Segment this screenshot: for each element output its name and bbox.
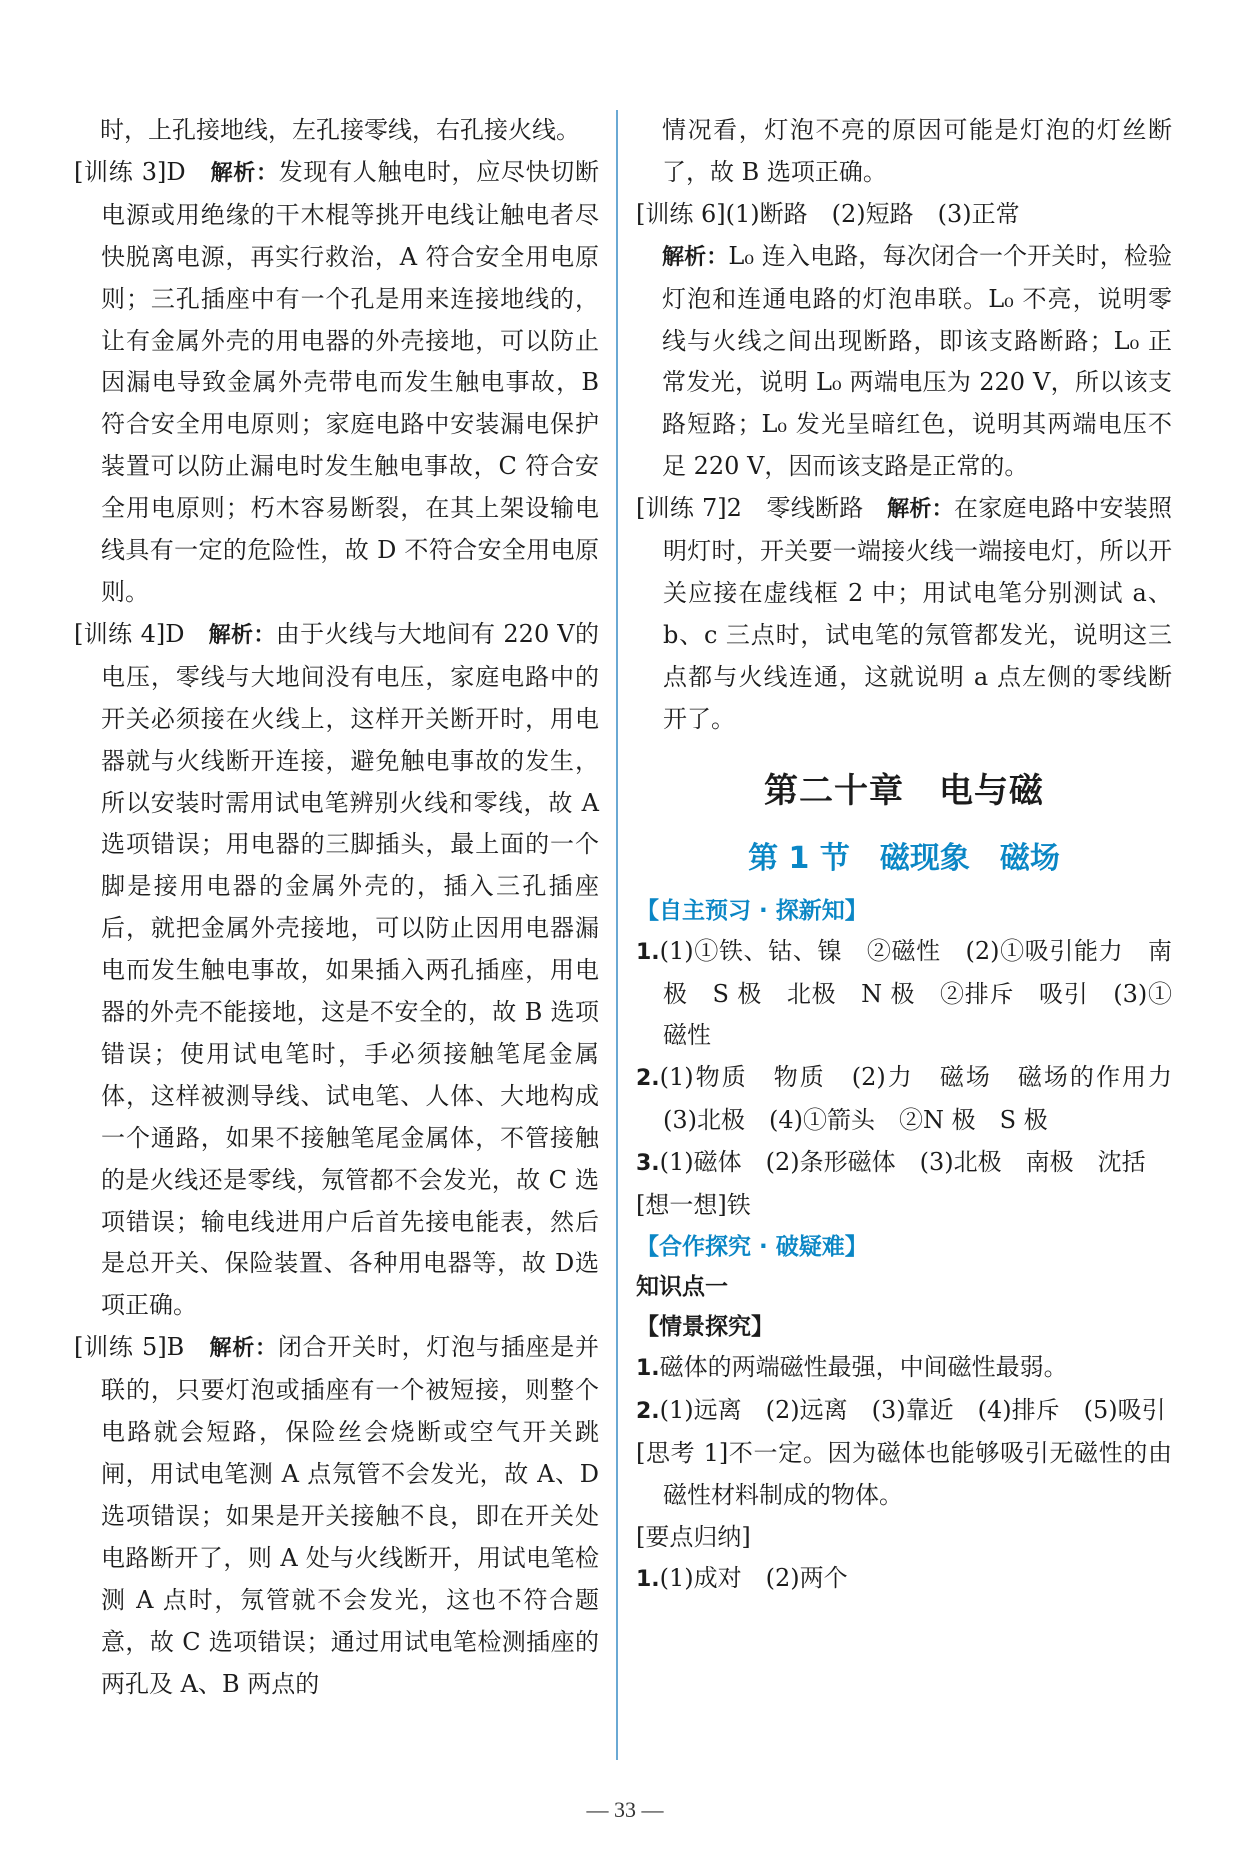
right-column (636, 110, 1196, 1601)
training-5 (74, 1327, 599, 1705)
training-4-text: 由于火线与大地间有 220 V的电压，零线与大地间没有电压，家庭电路中的开关必须接在火线上，这样开关断开时，用电器就与火线断开连接，避免触电事故的发生，所以安装时需用试电笔辨别火线和零线，故 A 选项错误；用电器的三脚插头，最上面的一个脚是接用电器的金属外壳的，插入三孔插座后，就把金属外壳接地，可以防止因用电器漏电而发生触电事故，如果插入两孔插座，用电器的外壳不能接地，这是不安全的，故 B 选项错误；使用试电笔时，手必须接触笔尾金属体，这样被测导线、试电笔、人体、大地构成一个通路，如果不接触笔尾金属体，不管接触的是火线还是零线，氖管都不会发光，故 C 选项错误；输电线进用户后首先接电能表，然后是总开关、保险装置、各种用电器等，故 D选项正确。 (101, 619, 599, 1320)
tag-preview: 【自主预习 · 探新知】 (636, 897, 868, 924)
training-6-text: L₀ 连入电路，每次闭合一个开关时，检验灯泡和连通电路的灯泡串联。L₀ 不亮，说明零线与火线之间出现断路，即该支路断路；L₀ 正常发光，说明 L₀ 两端电压为 220 V，所以该支路短路；L₀ 发光呈暗红色，说明其两端电压不足 220 V，因而该支路是正常的。 (662, 241, 1172, 481)
section-title: 第 1 节 磁现象 磁场 (748, 840, 1060, 876)
page-number: — 33 — (586, 1797, 664, 1822)
key-point-1-text: (1)成对 (2)两个 (659, 1564, 848, 1593)
training-3-tag: [训练 3]D (74, 157, 186, 186)
answer-2-text: (1)物质 物质 (2)力 磁场 磁场的作用力 (3)北极 (4)①箭头 ②N 极 S 极 (659, 1063, 1196, 1135)
answer-3-text: (1)磁体 (2)条形磁体 (3)北极 南极 沈括 (659, 1148, 1146, 1177)
item-number: 1. (636, 1355, 660, 1381)
tag-explore: 【合作探究 · 破疑难】 (636, 1233, 868, 1260)
analysis-label: 解析： (662, 244, 729, 270)
item-number: 1. (636, 939, 660, 965)
training-7-text: 在家庭电路中安装照明灯时，开关要一端接火线一端接电灯，所以开关应接在虚线框 2 中；用试电笔分别测试 a、b、c 三点时，试电笔的氖管都发光，说明这三点都与火线连通，这就说明 a 点左侧的零线断开了。 (663, 494, 1172, 733)
training-4 (74, 614, 599, 1327)
left-column (74, 110, 599, 1705)
training-5-text: 闭合开关时，灯泡与插座是并联的，只要灯泡或插座有一个被短接，则整个电路就会短路，保险丝会烧断或空气开关跳闸，用试电笔测 A 点氖管不会发光，故 A、D 选项错误；如果是开关接触不良，即在开关处电路断开了，则 A 处与火线断开，用试电笔检测 A 点时，氖管就不会发光，这也不符合题意，故 C 选项错误；通过用试电笔检测插座的两孔及 A、B 两点的 (101, 1333, 599, 1698)
continuation-text: 情况看，灯泡不亮的原因可能是灯泡的灯丝断了，故 B 选项正确。 (662, 116, 1172, 186)
answer-1-text: (1)①铁、钴、镍 ②磁性 (2)①吸引能力 南极 S 极 北极 N 极 ②排斥 吸引 (3)①磁性 (659, 936, 1172, 1050)
scene-answer-2 (636, 1390, 1172, 1433)
training-4-tag: [训练 4]D (74, 619, 185, 648)
key-point-1 (636, 1558, 1172, 1601)
training-6-ans: (1)断路 (2)短路 (3)正常 (725, 199, 1020, 228)
answer-3 (636, 1142, 1172, 1185)
item-number: 1. (636, 1567, 660, 1593)
chapter-title: 第二十章 电与磁 (764, 770, 1044, 811)
training-6-analysis (636, 236, 1172, 488)
scene-answer-1-text: 磁体的两端磁性最强，中间磁性最弱。 (659, 1352, 1068, 1381)
training-3-text: 发现有人触电时，应尽快切断电源或用绝缘的干木棍等挑开电线让触电者尽快脱离电源，再实行救治，A 符合安全用电原则；三孔插座中有一个孔是用来连接地线的，让有金属外壳的用电器的外壳接地，可以防止因漏电导致金属外壳带电而发生触电事故，B 符合安全用电原则；家庭电路中安装漏电保护装置可以防止漏电时发生触电事故，C 符合安全用电原则；朽木容易断裂，在其上架设输电线具有一定的危险性，故 D 不符合安全用电原则。 (101, 157, 599, 606)
think-answer: [想一想]铁 (636, 1191, 751, 1220)
analysis-label: 解析： (208, 622, 276, 648)
summary-heading: [要点归纳] (636, 1522, 751, 1551)
knowledge-point-heading: 知识点一 (636, 1273, 728, 1300)
scene-answer-2-text: (1)远离 (2)远离 (3)靠近 (4)排斥 (5)吸引 (659, 1395, 1166, 1424)
item-number: 2. (636, 1398, 660, 1424)
analysis-label: 解析： (209, 1336, 278, 1362)
scene-heading: 【情景探究】 (636, 1313, 774, 1340)
scene-answer-1 (636, 1347, 1172, 1390)
training-6-answer (636, 194, 1172, 236)
continuation-text: 时，上孔接地线，左孔接零线，右孔接火线。 (100, 116, 580, 144)
answer-1 (636, 931, 1172, 1058)
training-7-tag: [训练 7]2 零线断路 (636, 494, 864, 523)
training-5-tag: [训练 5]B (74, 1333, 185, 1362)
think-1: [思考 1]不一定。因为磁体也能够吸引无磁性的由磁性材料制成的物体。 (636, 1438, 1172, 1509)
training-6-tag: [训练 6] (636, 199, 726, 228)
column-divider (616, 110, 618, 1760)
item-number: 3. (636, 1151, 660, 1177)
analysis-label: 解析： (887, 497, 954, 523)
training-3 (74, 152, 599, 614)
item-number: 2. (636, 1066, 660, 1092)
analysis-label: 解析： (210, 160, 279, 186)
training-7 (636, 488, 1172, 740)
answer-2 (636, 1057, 1196, 1142)
